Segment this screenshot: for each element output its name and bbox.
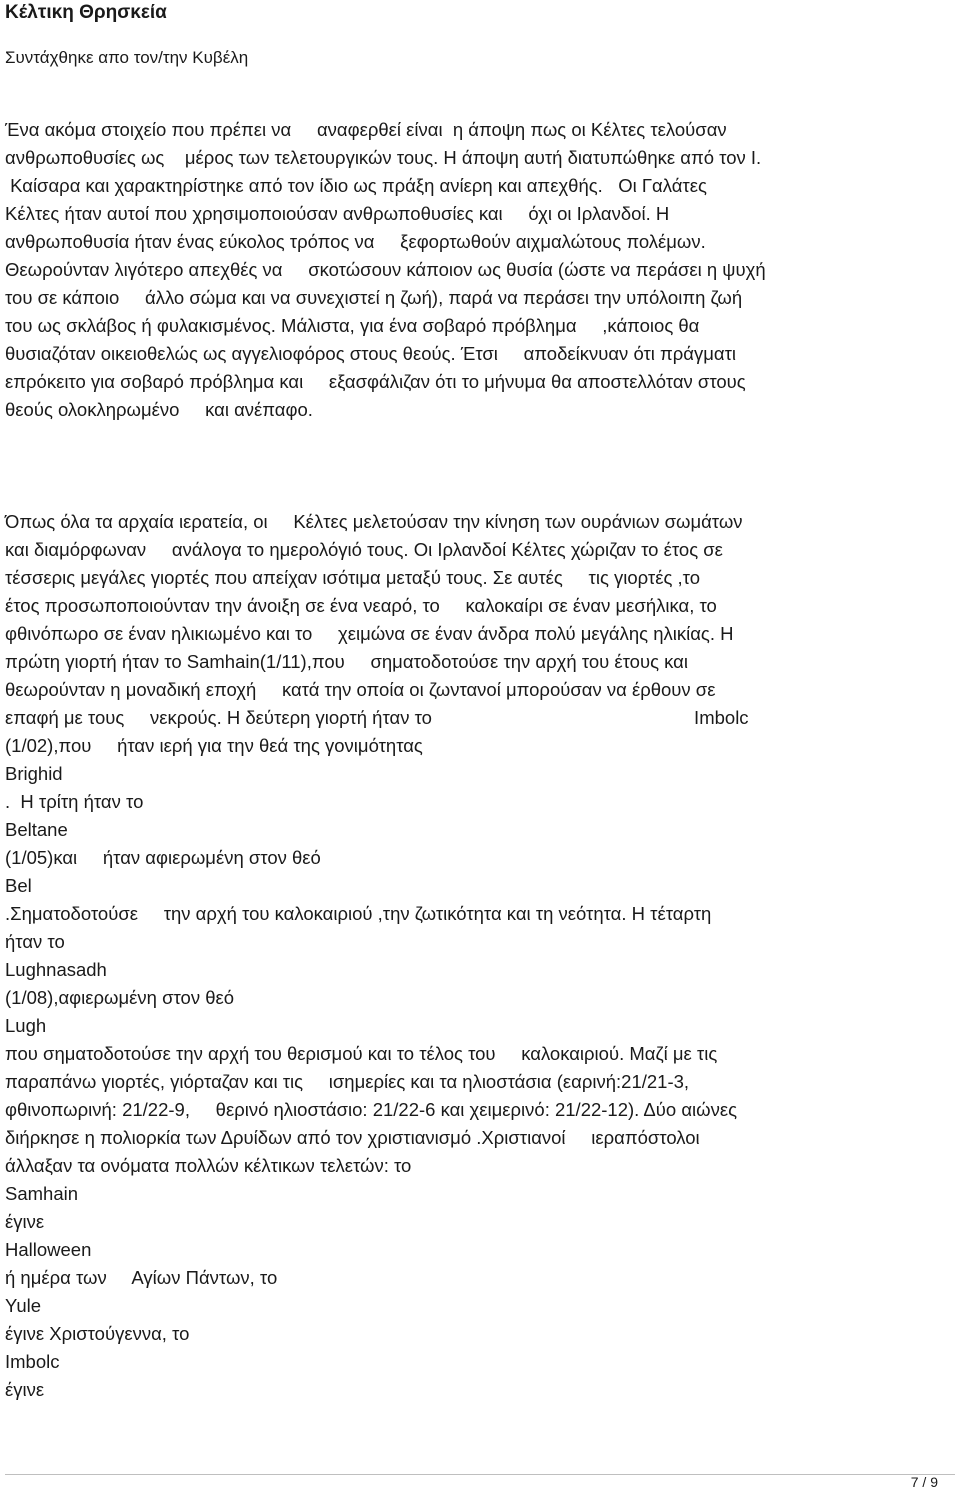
text-line: Lugh xyxy=(5,1015,47,1036)
text-line: Θεωρούνταν λιγότερο απεχθές να σκοτώσουν κάποιον ως θυσία (ώστε να περάσει η ψυχή xyxy=(5,259,766,280)
text-line: Halloween xyxy=(5,1239,92,1260)
text-line: διήρκησε η πολιορκία των Δρυίδων από τον χριστιανισμό .Χριστιανοί ιεραπόστολοι xyxy=(5,1127,700,1148)
text-line: θυσιαζόταν οικειοθελώς ως αγγελιοφόρος στους θεούς. Έτσι αποδείκνυαν ότι πράγματι xyxy=(5,343,737,364)
text-line: φθινοπωρινή: 21/22-9, θερινό ηλιοστάσιο: 21/22-6 και χειμερινό: 21/22-12). Δύο αιώνες xyxy=(5,1099,737,1120)
text-line: του σε κάποιο άλλο σώμα και να συνεχιστεί η ζωή), παρά να περάσει την υπόλοιπη ζωή xyxy=(5,287,743,308)
text-line: επρόκειτο για σοβαρό πρόβλημα και εξασφάλιζαν ότι το μήνυμα θα αποστελλόταν στους xyxy=(5,371,746,392)
text-line: Bel xyxy=(5,875,32,896)
text-line: έτος προσωποποιούνταν την άνοιξη σε ένα νεαρό, το καλοκαίρι σε έναν μεσήλικα, το xyxy=(5,595,717,616)
page-number: 7 / 9 xyxy=(910,1474,938,1490)
text-line: ήταν το xyxy=(5,931,65,952)
text-line: Beltane xyxy=(5,819,68,840)
paragraph-calendar-festivals xyxy=(5,508,955,1404)
text-line: τέσσερις μεγάλες γιορτές που απείχαν ισότιμα μεταξύ τους. Σε αυτές τις γιορτές ,το xyxy=(5,567,700,588)
text-line: Καίσαρα και χαρακτηρίστηκε από τον ίδιο ως πράξη ανίερη και απεχθής. Οι Γαλάτες xyxy=(5,175,707,196)
text-line: φθινόπωρο σε έναν ηλικιωμένο και το χειμώνα σε έναν άνδρα πολύ μεγάλης ηλικίας. Η xyxy=(5,623,734,644)
text-line: έγινε Χριστούγεννα, το xyxy=(5,1323,190,1344)
text-line: που σηματοδοτούσε την αρχή του θερισμού και το τέλος του καλοκαιριού. Μαζί με τις xyxy=(5,1043,718,1064)
text-line: Όπως όλα τα αρχαία ιερατεία, οι Κέλτες μελετούσαν την κίνηση των ουράνιων σωμάτων xyxy=(5,511,743,532)
text-line: πρώτη γιορτή ήταν το Samhain(1/11),που σηματοδοτούσε την αρχή του έτους και xyxy=(5,651,688,672)
text-line: έγινε xyxy=(5,1211,45,1232)
text-line: θεωρούνταν η μοναδική εποχή κατά την οποία οι ζωντανοί μπορούσαν να έρθουν σε xyxy=(5,679,716,700)
document-author: Συντάχθηκε απο τον/την Κυβέλη xyxy=(5,48,249,67)
paragraph-human-sacrifice xyxy=(5,116,955,424)
text-line: ή ημέρα των Αγίων Πάντων, το xyxy=(5,1267,278,1288)
text-line: Yule xyxy=(5,1295,42,1316)
text-line: Ένα ακόμα στοιχείο που πρέπει να αναφερθεί είναι η άποψη πως οι Κέλτες τελούσαν xyxy=(5,119,727,140)
text-line: παραπάνω γιορτές, γιόρταζαν και τις ισημερίες και τα ηλιοστάσια (εαρινή:21/21-3, xyxy=(5,1071,690,1092)
text-line: άλλαξαν τα ονόματα πολλών κέλτικων τελετών: το xyxy=(5,1155,412,1176)
text-line: . Η τρίτη ήταν το xyxy=(5,791,144,812)
text-line: .Σηματοδοτούσε την αρχή του καλοκαιριού ,την ζωτικότητα και τη νεότητα. Η τέταρτη xyxy=(5,903,712,924)
text-line: Κέλτες ήταν αυτοί που χρησιμοποιούσαν ανθρωποθυσίες και όχι οι Ιρλανδοί. Η xyxy=(5,203,670,224)
text-line: (1/02),που ήταν ιερή για την θεά της γονιμότητας xyxy=(5,735,423,756)
text-line: του ως σκλάβος ή φυλακισμένος. Μάλιστα, για ένα σοβαρό πρόβλημα ,κάποιος θα xyxy=(5,315,700,336)
text-line: Brighid xyxy=(5,763,63,784)
document-title: Κέλτικη Θρησκεία xyxy=(5,2,167,23)
text-line: θεούς ολοκληρωμένο και ανέπαφο. xyxy=(5,399,313,420)
text-line: και διαμόρφωναν ανάλογα το ημερολόγιό τους. Οι Ιρλανδοί Κέλτες χώριζαν το έτος σε xyxy=(5,539,723,560)
text-line: (1/05)και ήταν αφιερωμένη στον θεό xyxy=(5,847,321,868)
text-line: (1/08),αφιερωμένη στον θεό xyxy=(5,987,235,1008)
text-line: έγινε xyxy=(5,1379,45,1400)
text-line: επαφή με τους νεκρούς. Η δεύτερη γιορτή ήταν το Imbolc xyxy=(5,707,749,728)
text-line: Lughnasadh xyxy=(5,959,107,980)
text-line: Imbolc xyxy=(5,1351,60,1372)
text-line: ανθρωποθυσία ήταν ένας εύκολος τρόπος να ξεφορτωθούν αιχμαλώτους πολέμων. xyxy=(5,231,706,252)
footer-divider xyxy=(5,1474,955,1475)
text-line: ανθρωποθυσίες ως μέρος των τελετουργικών τους. Η άποψη αυτή διατυπώθηκε από τον Ι. xyxy=(5,147,762,168)
text-line: Samhain xyxy=(5,1183,79,1204)
